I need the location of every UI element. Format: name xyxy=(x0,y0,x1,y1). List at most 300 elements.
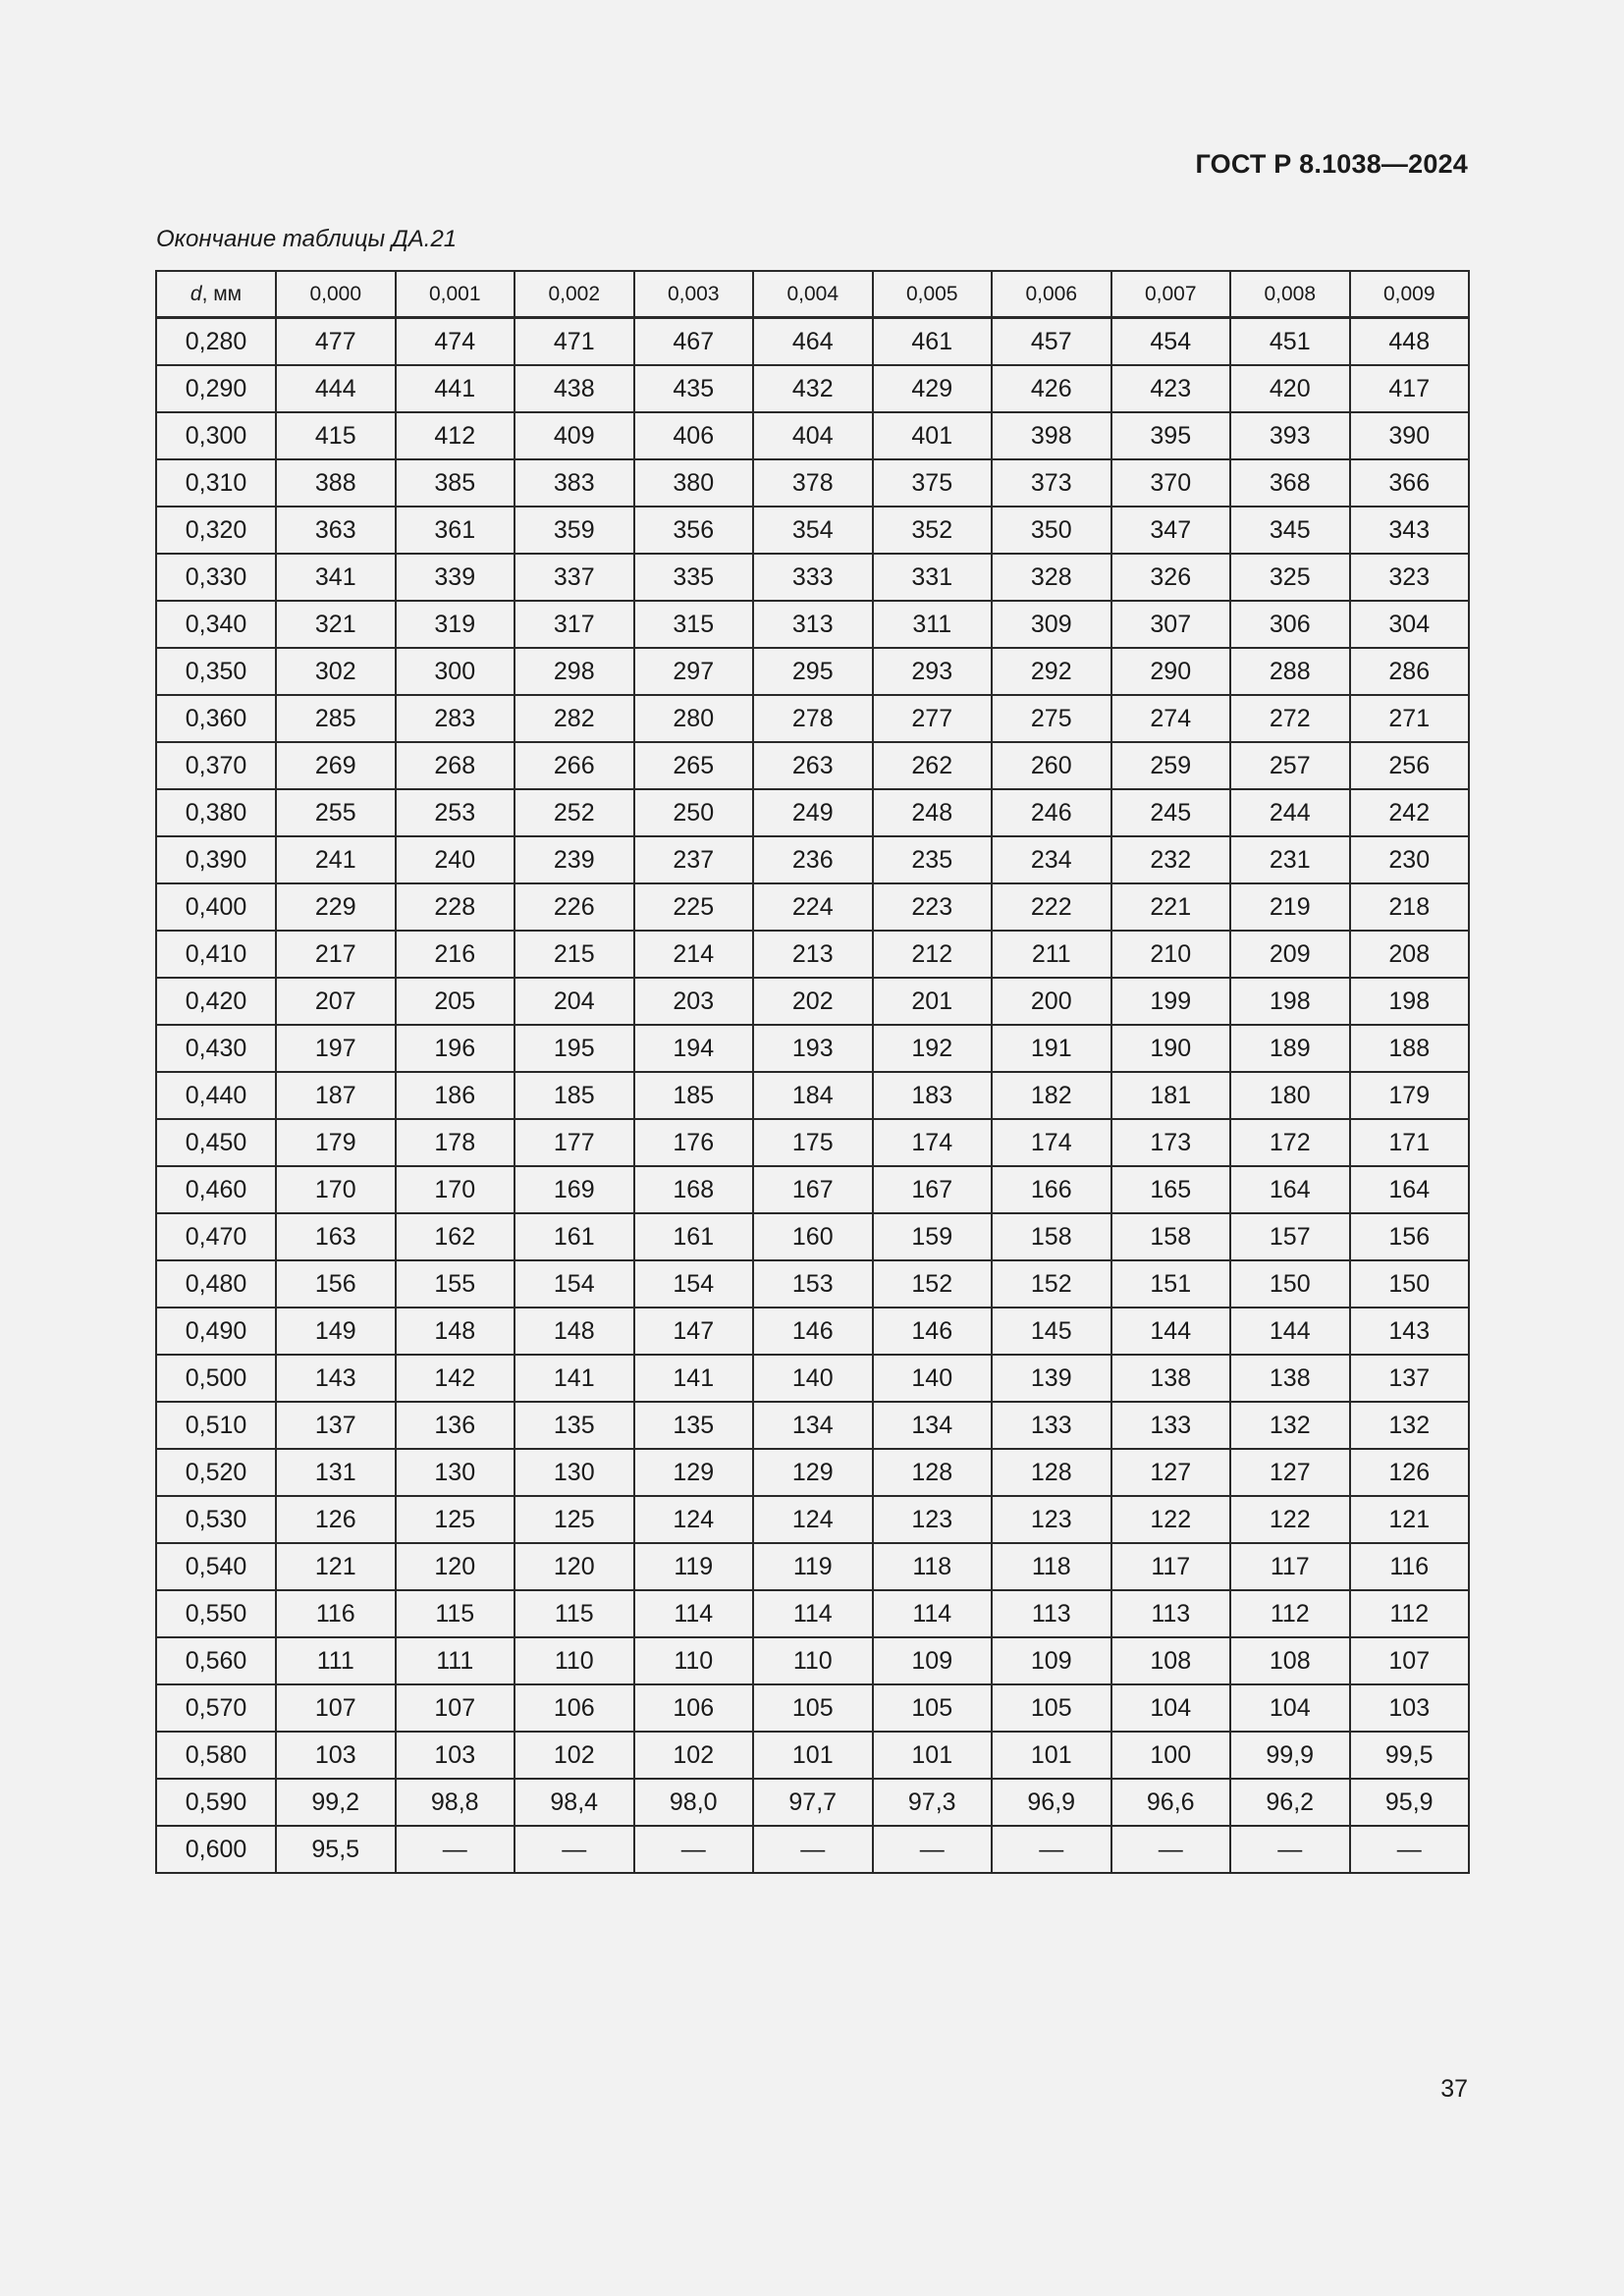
table-cell: 179 xyxy=(276,1119,396,1166)
table-cell: 127 xyxy=(1111,1449,1231,1496)
table-cell: — xyxy=(634,1826,754,1873)
table-cell: 154 xyxy=(634,1260,754,1308)
table-cell: 101 xyxy=(992,1732,1111,1779)
table-cell: 337 xyxy=(514,554,634,601)
table-cell: 242 xyxy=(1350,789,1470,836)
column-header: 0,009 xyxy=(1350,271,1470,318)
table-cell: 461 xyxy=(873,318,993,366)
table-cell: 271 xyxy=(1350,695,1470,742)
table-cell: 114 xyxy=(753,1590,873,1637)
row-label-d: 0,320 xyxy=(156,507,276,554)
table-cell: 176 xyxy=(634,1119,754,1166)
table-cell: 277 xyxy=(873,695,993,742)
table-cell: 102 xyxy=(514,1732,634,1779)
table-cell: 249 xyxy=(753,789,873,836)
table-cell: 415 xyxy=(276,412,396,459)
table-cell: 107 xyxy=(276,1684,396,1732)
table-cell: 282 xyxy=(514,695,634,742)
table-cell: 113 xyxy=(1111,1590,1231,1637)
document-id: ГОСТ Р 8.1038—2024 xyxy=(1195,149,1468,179)
table-cell: 132 xyxy=(1230,1402,1350,1449)
table-cell: — xyxy=(873,1826,993,1873)
table-cell: 113 xyxy=(992,1590,1111,1637)
table-cell: 141 xyxy=(634,1355,754,1402)
table-row xyxy=(156,1496,1469,1543)
table-cell: 259 xyxy=(1111,742,1231,789)
table-cell: 347 xyxy=(1111,507,1231,554)
table-cell: 219 xyxy=(1230,883,1350,931)
table-cell: 255 xyxy=(276,789,396,836)
table-cell: 96,2 xyxy=(1230,1779,1350,1826)
table-cell: 177 xyxy=(514,1119,634,1166)
table-cell: 195 xyxy=(514,1025,634,1072)
table-cell: 137 xyxy=(1350,1355,1470,1402)
row-label-d: 0,520 xyxy=(156,1449,276,1496)
table-cell: 168 xyxy=(634,1166,754,1213)
table-cell: 130 xyxy=(396,1449,515,1496)
table-cell: 116 xyxy=(1350,1543,1470,1590)
table-cell: 471 xyxy=(514,318,634,366)
table-cell: 127 xyxy=(1230,1449,1350,1496)
table-cell: — xyxy=(1230,1826,1350,1873)
table-cell: 231 xyxy=(1230,836,1350,883)
row-label-d: 0,340 xyxy=(156,601,276,648)
table-row xyxy=(156,1119,1469,1166)
table-cell: 306 xyxy=(1230,601,1350,648)
table-cell: 148 xyxy=(396,1308,515,1355)
table-row xyxy=(156,1684,1469,1732)
row-label-d: 0,510 xyxy=(156,1402,276,1449)
table-cell: 130 xyxy=(514,1449,634,1496)
table-cell: 268 xyxy=(396,742,515,789)
table-cell: 262 xyxy=(873,742,993,789)
table-cell: 117 xyxy=(1111,1543,1231,1590)
table-cell: 253 xyxy=(396,789,515,836)
table-cell: 236 xyxy=(753,836,873,883)
table-cell: 152 xyxy=(992,1260,1111,1308)
table-cell: 307 xyxy=(1111,601,1231,648)
table-cell: 319 xyxy=(396,601,515,648)
table-cell: 234 xyxy=(992,836,1111,883)
table-cell: 135 xyxy=(634,1402,754,1449)
table-cell: 293 xyxy=(873,648,993,695)
table-cell: 141 xyxy=(514,1355,634,1402)
table-cell: 240 xyxy=(396,836,515,883)
table-row xyxy=(156,1166,1469,1213)
table-cell: 197 xyxy=(276,1025,396,1072)
table-cell: 173 xyxy=(1111,1119,1231,1166)
table-cell: 137 xyxy=(276,1402,396,1449)
table-cell: 395 xyxy=(1111,412,1231,459)
table-cell: 274 xyxy=(1111,695,1231,742)
table-cell: 241 xyxy=(276,836,396,883)
row-label-d: 0,460 xyxy=(156,1166,276,1213)
table-cell: 144 xyxy=(1230,1308,1350,1355)
table-cell: 186 xyxy=(396,1072,515,1119)
table-cell: 108 xyxy=(1230,1637,1350,1684)
table-cell: 201 xyxy=(873,978,993,1025)
table-cell: 124 xyxy=(753,1496,873,1543)
table-cell: 146 xyxy=(753,1308,873,1355)
table-cell: 199 xyxy=(1111,978,1231,1025)
column-header: 0,001 xyxy=(396,271,515,318)
table-cell: 188 xyxy=(1350,1025,1470,1072)
table-cell: 136 xyxy=(396,1402,515,1449)
table-cell: 217 xyxy=(276,931,396,978)
table-cell: 170 xyxy=(276,1166,396,1213)
table-cell: 115 xyxy=(514,1590,634,1637)
table-cell: 179 xyxy=(1350,1072,1470,1119)
table-cell: 375 xyxy=(873,459,993,507)
table-cell: 204 xyxy=(514,978,634,1025)
table-cell: 226 xyxy=(514,883,634,931)
table-cell: 235 xyxy=(873,836,993,883)
table-cell: 309 xyxy=(992,601,1111,648)
table-cell: 145 xyxy=(992,1308,1111,1355)
table-cell: 280 xyxy=(634,695,754,742)
row-label-d: 0,550 xyxy=(156,1590,276,1637)
table-cell: 170 xyxy=(396,1166,515,1213)
table-cell: 383 xyxy=(514,459,634,507)
table-cell: 404 xyxy=(753,412,873,459)
column-header: 0,002 xyxy=(514,271,634,318)
table-cell: 239 xyxy=(514,836,634,883)
table-cell: 138 xyxy=(1230,1355,1350,1402)
table-cell: 286 xyxy=(1350,648,1470,695)
table-cell: 210 xyxy=(1111,931,1231,978)
table-cell: 225 xyxy=(634,883,754,931)
table-cell: 311 xyxy=(873,601,993,648)
table-row xyxy=(156,1449,1469,1496)
row-label-d: 0,380 xyxy=(156,789,276,836)
table-cell: 297 xyxy=(634,648,754,695)
table-cell: 196 xyxy=(396,1025,515,1072)
table-cell: 97,7 xyxy=(753,1779,873,1826)
table-cell: 110 xyxy=(514,1637,634,1684)
table-cell: 97,3 xyxy=(873,1779,993,1826)
row-label-d: 0,310 xyxy=(156,459,276,507)
table-cell: 158 xyxy=(1111,1213,1231,1260)
table-cell: 122 xyxy=(1111,1496,1231,1543)
column-header: 0,006 xyxy=(992,271,1111,318)
table-cell: 441 xyxy=(396,365,515,412)
table-cell: 95,5 xyxy=(276,1826,396,1873)
table-cell: 174 xyxy=(992,1119,1111,1166)
row-label-d: 0,570 xyxy=(156,1684,276,1732)
table-cell: 96,9 xyxy=(992,1779,1111,1826)
table-head xyxy=(156,271,1469,318)
column-header: 0,007 xyxy=(1111,271,1231,318)
table-cell: 162 xyxy=(396,1213,515,1260)
page-number: 37 xyxy=(1440,2075,1468,2103)
table-cell: 333 xyxy=(753,554,873,601)
table-cell: 110 xyxy=(634,1637,754,1684)
table-cell: 129 xyxy=(753,1449,873,1496)
table-cell: 122 xyxy=(1230,1496,1350,1543)
table-cell: 169 xyxy=(514,1166,634,1213)
table-cell: 354 xyxy=(753,507,873,554)
table-cell: 221 xyxy=(1111,883,1231,931)
table-cell: 192 xyxy=(873,1025,993,1072)
table-cell: 211 xyxy=(992,931,1111,978)
table-cell: 104 xyxy=(1230,1684,1350,1732)
table-cell: 150 xyxy=(1230,1260,1350,1308)
table-row xyxy=(156,648,1469,695)
table-cell: 167 xyxy=(873,1166,993,1213)
table-cell: 155 xyxy=(396,1260,515,1308)
table-cell: 121 xyxy=(276,1543,396,1590)
table-cell: 193 xyxy=(753,1025,873,1072)
table-cell: 101 xyxy=(873,1732,993,1779)
table-cell: 370 xyxy=(1111,459,1231,507)
table-cell: 181 xyxy=(1111,1072,1231,1119)
table-cell: 100 xyxy=(1111,1732,1231,1779)
table-row xyxy=(156,459,1469,507)
table-cell: 398 xyxy=(992,412,1111,459)
row-label-d: 0,480 xyxy=(156,1260,276,1308)
table-cell: 160 xyxy=(753,1213,873,1260)
table-row xyxy=(156,1308,1469,1355)
column-header: 0,000 xyxy=(276,271,396,318)
table-cell: 321 xyxy=(276,601,396,648)
table-cell: 356 xyxy=(634,507,754,554)
table-cell: 105 xyxy=(992,1684,1111,1732)
table-cell: 166 xyxy=(992,1166,1111,1213)
table-cell: 106 xyxy=(514,1684,634,1732)
row-label-d: 0,390 xyxy=(156,836,276,883)
table-cell: 133 xyxy=(992,1402,1111,1449)
table-cell: 123 xyxy=(873,1496,993,1543)
table-cell: 128 xyxy=(992,1449,1111,1496)
table-cell: 438 xyxy=(514,365,634,412)
table-cell: 126 xyxy=(1350,1449,1470,1496)
row-label-d: 0,590 xyxy=(156,1779,276,1826)
table-row xyxy=(156,1732,1469,1779)
table-cell: 328 xyxy=(992,554,1111,601)
table-cell: 237 xyxy=(634,836,754,883)
table-cell: 99,5 xyxy=(1350,1732,1470,1779)
table-cell: 214 xyxy=(634,931,754,978)
table-cell: 350 xyxy=(992,507,1111,554)
table-cell: 315 xyxy=(634,601,754,648)
table-cell: 285 xyxy=(276,695,396,742)
table-cell: 126 xyxy=(276,1496,396,1543)
row-label-d: 0,540 xyxy=(156,1543,276,1590)
table-cell: 406 xyxy=(634,412,754,459)
table-cell: 178 xyxy=(396,1119,515,1166)
table-cell: 167 xyxy=(753,1166,873,1213)
table-cell: 477 xyxy=(276,318,396,366)
table-cell: 325 xyxy=(1230,554,1350,601)
table-cell: 158 xyxy=(992,1213,1111,1260)
table-row xyxy=(156,1826,1469,1873)
table-cell: 183 xyxy=(873,1072,993,1119)
table-cell: 366 xyxy=(1350,459,1470,507)
table-cell: 115 xyxy=(396,1590,515,1637)
table-cell: 112 xyxy=(1230,1590,1350,1637)
table-cell: 98,0 xyxy=(634,1779,754,1826)
table-cell: 146 xyxy=(873,1308,993,1355)
table-cell: 250 xyxy=(634,789,754,836)
table-cell: 151 xyxy=(1111,1260,1231,1308)
row-label-d: 0,370 xyxy=(156,742,276,789)
table-row xyxy=(156,1637,1469,1684)
row-label-d: 0,450 xyxy=(156,1119,276,1166)
row-label-d: 0,500 xyxy=(156,1355,276,1402)
table-cell: 216 xyxy=(396,931,515,978)
table-cell: 252 xyxy=(514,789,634,836)
table-cell: 341 xyxy=(276,554,396,601)
table-row xyxy=(156,365,1469,412)
table-cell: 134 xyxy=(753,1402,873,1449)
table-cell: 105 xyxy=(873,1684,993,1732)
table-cell: 104 xyxy=(1111,1684,1231,1732)
table-cell: 429 xyxy=(873,365,993,412)
column-header: 0,005 xyxy=(873,271,993,318)
table-cell: 212 xyxy=(873,931,993,978)
table-cell: 298 xyxy=(514,648,634,695)
table-cell: 191 xyxy=(992,1025,1111,1072)
table-cell: 380 xyxy=(634,459,754,507)
table-cell: 339 xyxy=(396,554,515,601)
table-cell: 180 xyxy=(1230,1072,1350,1119)
table-row xyxy=(156,789,1469,836)
table-cell: 98,4 xyxy=(514,1779,634,1826)
table-cell: 107 xyxy=(1350,1637,1470,1684)
table-cell: 105 xyxy=(753,1684,873,1732)
table-cell: 368 xyxy=(1230,459,1350,507)
table-cell: 184 xyxy=(753,1072,873,1119)
table-cell: 388 xyxy=(276,459,396,507)
table-cell: 361 xyxy=(396,507,515,554)
table-row xyxy=(156,883,1469,931)
table-cell: 114 xyxy=(873,1590,993,1637)
table-cell: 207 xyxy=(276,978,396,1025)
row-label-d: 0,490 xyxy=(156,1308,276,1355)
table-cell: 373 xyxy=(992,459,1111,507)
table-cell: 208 xyxy=(1350,931,1470,978)
table-cell: 290 xyxy=(1111,648,1231,695)
table-cell: 147 xyxy=(634,1308,754,1355)
table-cell: 139 xyxy=(992,1355,1111,1402)
table-cell: 164 xyxy=(1350,1166,1470,1213)
table-cell: 203 xyxy=(634,978,754,1025)
table-cell: 174 xyxy=(873,1119,993,1166)
row-label-d: 0,300 xyxy=(156,412,276,459)
table-cell: 140 xyxy=(753,1355,873,1402)
table-cell: 143 xyxy=(276,1355,396,1402)
table-cell: 409 xyxy=(514,412,634,459)
table-cell: 451 xyxy=(1230,318,1350,366)
row-label-d: 0,350 xyxy=(156,648,276,695)
table-cell: — xyxy=(396,1826,515,1873)
table-header-row xyxy=(156,271,1469,318)
table-cell: 142 xyxy=(396,1355,515,1402)
table-cell: 378 xyxy=(753,459,873,507)
table-cell: 474 xyxy=(396,318,515,366)
table-cell: 393 xyxy=(1230,412,1350,459)
table-cell: 401 xyxy=(873,412,993,459)
table-cell: 464 xyxy=(753,318,873,366)
table-row xyxy=(156,1072,1469,1119)
table-cell: 257 xyxy=(1230,742,1350,789)
table-cell: — xyxy=(753,1826,873,1873)
table-row xyxy=(156,412,1469,459)
row-label-d: 0,420 xyxy=(156,978,276,1025)
table-cell: 109 xyxy=(992,1637,1111,1684)
column-header: 0,004 xyxy=(753,271,873,318)
table-cell: 175 xyxy=(753,1119,873,1166)
table-cell: 119 xyxy=(753,1543,873,1590)
table-cell: 385 xyxy=(396,459,515,507)
table-cell: 352 xyxy=(873,507,993,554)
table-cell: 198 xyxy=(1350,978,1470,1025)
table-cell: 190 xyxy=(1111,1025,1231,1072)
table-cell: 448 xyxy=(1350,318,1470,366)
table-cell: 150 xyxy=(1350,1260,1470,1308)
table-row xyxy=(156,1260,1469,1308)
table-cell: 161 xyxy=(634,1213,754,1260)
row-label-d: 0,400 xyxy=(156,883,276,931)
table-cell: 435 xyxy=(634,365,754,412)
table-cell: 123 xyxy=(992,1496,1111,1543)
table-cell: — xyxy=(1350,1826,1470,1873)
row-label-d: 0,410 xyxy=(156,931,276,978)
table-cell: 295 xyxy=(753,648,873,695)
table-cell: 107 xyxy=(396,1684,515,1732)
row-label-d: 0,280 xyxy=(156,318,276,366)
table-cell: 223 xyxy=(873,883,993,931)
table-cell: 96,6 xyxy=(1111,1779,1231,1826)
table-cell: 292 xyxy=(992,648,1111,695)
table-cell: 124 xyxy=(634,1496,754,1543)
table-cell: 148 xyxy=(514,1308,634,1355)
table-cell: 98,8 xyxy=(396,1779,515,1826)
table-caption: Окончание таблицы ДА.21 xyxy=(156,226,458,252)
table-cell: 326 xyxy=(1111,554,1231,601)
table-cell: 304 xyxy=(1350,601,1470,648)
table-cell: 134 xyxy=(873,1402,993,1449)
table-cell: 182 xyxy=(992,1072,1111,1119)
table-cell: 120 xyxy=(514,1543,634,1590)
table-cell: 118 xyxy=(873,1543,993,1590)
table-cell: 200 xyxy=(992,978,1111,1025)
table-row xyxy=(156,601,1469,648)
table-cell: 153 xyxy=(753,1260,873,1308)
table-cell: 121 xyxy=(1350,1496,1470,1543)
table-cell: 119 xyxy=(634,1543,754,1590)
row-label-d: 0,430 xyxy=(156,1025,276,1072)
table-cell: 275 xyxy=(992,695,1111,742)
table-cell: 209 xyxy=(1230,931,1350,978)
table-row xyxy=(156,931,1469,978)
table-cell: 109 xyxy=(873,1637,993,1684)
table-cell: 266 xyxy=(514,742,634,789)
table-cell: 172 xyxy=(1230,1119,1350,1166)
table-cell: 95,9 xyxy=(1350,1779,1470,1826)
table-cell: 133 xyxy=(1111,1402,1231,1449)
table-cell: 205 xyxy=(396,978,515,1025)
table-cell: 185 xyxy=(514,1072,634,1119)
table-cell: 103 xyxy=(1350,1684,1470,1732)
table-cell: 157 xyxy=(1230,1213,1350,1260)
table-cell: 187 xyxy=(276,1072,396,1119)
table-cell: 194 xyxy=(634,1025,754,1072)
table-cell: 426 xyxy=(992,365,1111,412)
column-header-d-unit: , мм xyxy=(201,282,243,305)
table-cell: 390 xyxy=(1350,412,1470,459)
row-label-d: 0,330 xyxy=(156,554,276,601)
